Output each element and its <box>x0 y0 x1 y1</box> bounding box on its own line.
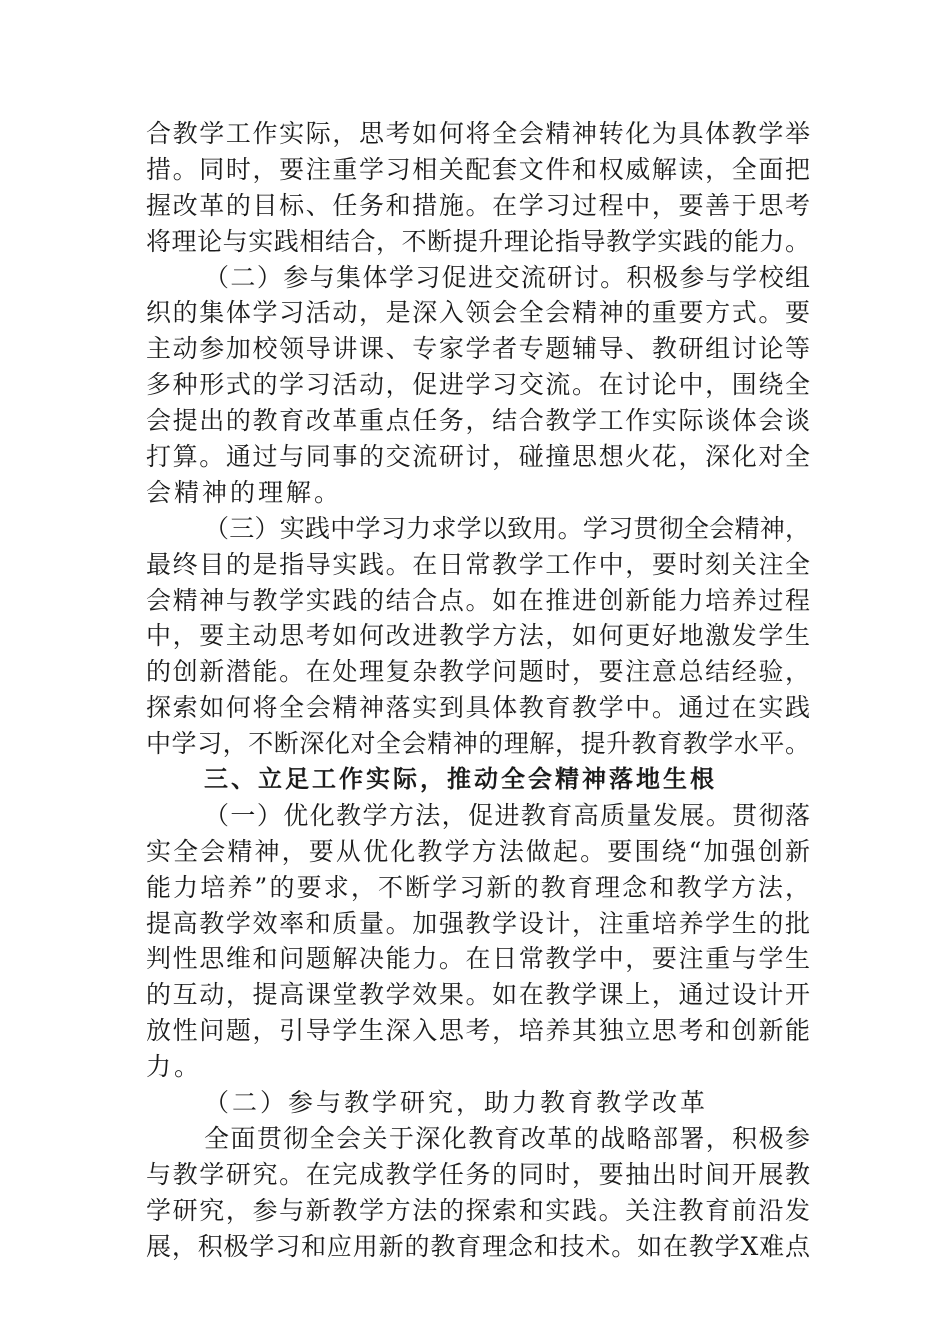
text-line: 最终目的是指导实践。在日常教学工作中，要时刻关注全 <box>146 549 810 579</box>
text-line: 与教学研究。在完成教学任务的同时，要抽出时间开展教 <box>146 1159 810 1189</box>
text-line: 的互动，提高课堂教学效果。如在教学课上，通过设计开 <box>146 980 810 1010</box>
text-line: 探索如何将全会精神落实到具体教育教学中。通过在实践 <box>146 693 810 723</box>
subsection-heading: （二）参与教学研究，助力教育教学改革 <box>204 1088 709 1118</box>
text-line: 合教学工作实际，思考如何将全会精神转化为具体教学举 <box>146 119 810 148</box>
text-line: 学研究，参与新教学方法的探索和实践。关注教育前沿发 <box>146 1195 810 1225</box>
text-line: 握改革的目标、任务和措施。在学习过程中，要善于思考 <box>146 190 810 220</box>
section-heading: 三、立足工作实际，推动全会精神落地生根 <box>204 765 717 794</box>
text-line: 主动参加校领导讲课、专家学者专题辅导、教研组讨论等 <box>146 334 810 364</box>
text-line: 将理论与实践相结合，不断提升理论指导教学实践的能力。 <box>146 226 810 256</box>
text-line: （二）参与集体学习促进交流研讨。积极参与学校组 <box>204 262 810 292</box>
text-line: 中，要主动思考如何改进教学方法，如何更好地激发学生 <box>146 621 810 651</box>
document-body <box>146 116 810 1265</box>
text-line: 的创新潜能。在处理复杂教学问题时，要注意总结经验， <box>146 657 810 687</box>
text-line: 中学习，不断深化对全会精神的理解，提升教育教学水平。 <box>146 729 810 759</box>
text-line: 实全会精神，要从优化教学方法做起。要围绕“加强创新 <box>146 836 810 866</box>
text-line: 力。 <box>146 1052 203 1082</box>
text-line: 多种形式的学习活动，促进学习交流。在讨论中，围绕全 <box>146 370 810 400</box>
text-line: 提高教学效率和质量。加强教学设计，注重培养学生的批 <box>146 908 810 938</box>
text-line: 能力培养”的要求，不断学习新的教育理念和教学方法， <box>146 872 810 902</box>
text-line: （一）优化教学方法，促进教育高质量发展。贯彻落 <box>204 800 810 830</box>
text-line: 会精神的理解。 <box>146 477 343 507</box>
text-line: 会提出的教育改革重点任务，结合教学工作实际谈体会谈 <box>146 406 810 436</box>
text-line: 放性问题，引导学生深入思考，培养其独立思考和创新能 <box>146 1016 810 1046</box>
text-line: 全面贯彻全会关于深化教育改革的战略部署，积极参 <box>204 1123 810 1153</box>
text-line: （三）实践中学习力求学以致用。学习贯彻全会精神， <box>204 513 810 543</box>
text-line: 织的集体学习活动，是深入领会全会精神的重要方式。要 <box>146 298 810 328</box>
text-line: 打算。通过与同事的交流研讨，碰撞思想火花，深化对全 <box>146 442 810 472</box>
text-line: 措。同时，要注重学习相关配套文件和权威解读，全面把 <box>146 154 810 184</box>
text-line: 会精神与教学实践的结合点。如在推进创新能力培养过程 <box>146 585 810 615</box>
text-line: 判性思维和问题解决能力。在日常教学中，要注重与学生 <box>146 944 810 974</box>
text-line: 展，积极学习和应用新的教育理念和技术。如在教学X难点 <box>146 1231 810 1261</box>
